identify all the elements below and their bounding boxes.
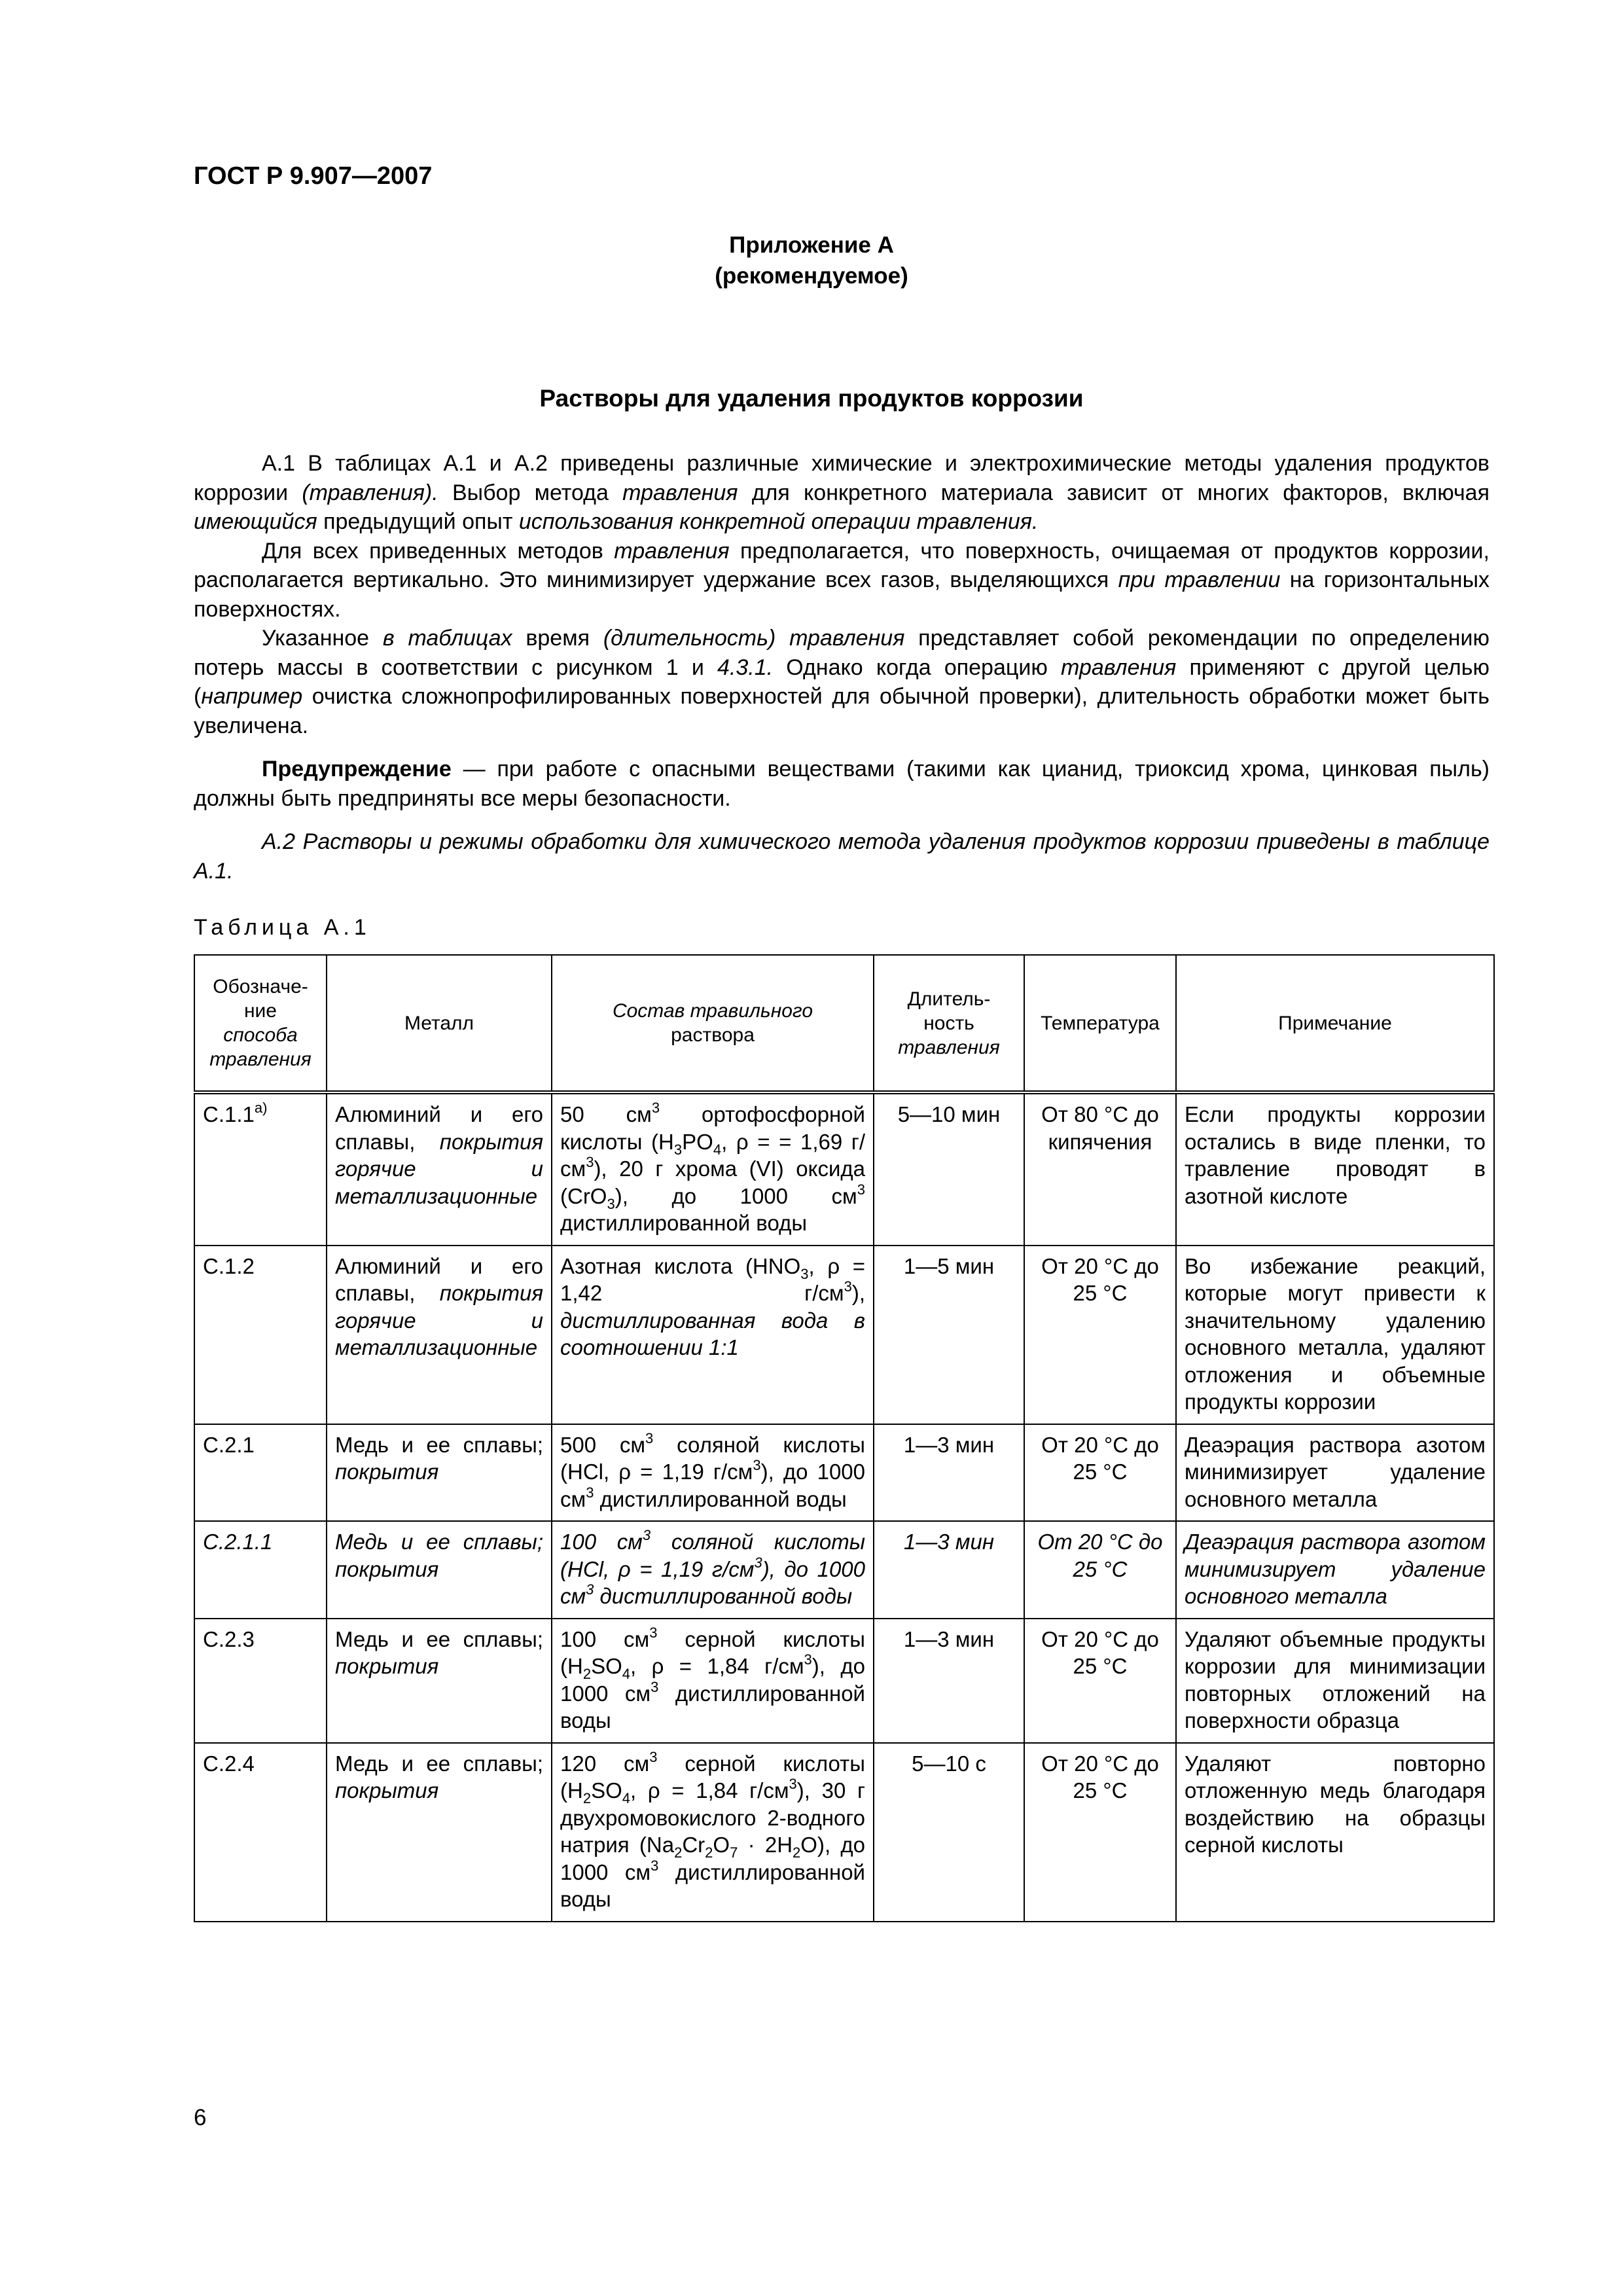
- table-row: [194, 1424, 1494, 1522]
- composition-cell: 100 $см^3$ соляной кислоты (HCl, ρ = 1,19 $г/см^3$), до 1000 $см^3$ дистиллированной воды: [552, 1521, 874, 1619]
- warning-paragraph: Предупреждение — при работе с опасными веществами (такими как цианид, триоксид хрома, цинковая пыль) должны быть предприняты все меры безопасности.: [194, 757, 1489, 811]
- composition-cell: 500 $см^3$ соляной кислоты (HCl, ρ = 1,19 $г/см^3$), до 1000 $см^3$ дистиллированной воды: [552, 1424, 874, 1522]
- duration-cell: 1—3 мин: [874, 1521, 1024, 1619]
- duration-cell: 1—3 мин: [874, 1424, 1024, 1522]
- metal-cell: Алюминий и его сплавы, покрытия горячие и металлизационные: [327, 1092, 552, 1246]
- page-number: 6: [194, 2105, 207, 2130]
- method-code: $С.1.1^{а)}$: [194, 1092, 327, 1246]
- appendix-title: Приложение А: [729, 232, 894, 258]
- method-code: С.2.4: [194, 1743, 327, 1922]
- note-cell: Удаляют объемные продукты коррозии для минимизации повторных отложений на поверхности образца: [1176, 1619, 1494, 1743]
- section-title: Растворы для удаления продуктов коррозии: [539, 385, 1084, 412]
- header-duration: Длитель- ность травления: [874, 955, 1024, 1092]
- warning-label: Предупреждение: [262, 757, 452, 781]
- metal-cell: Медь и ее сплавы; покрытия: [327, 1743, 552, 1922]
- temperature-cell: От 20 °С до 25 °С: [1024, 1521, 1176, 1619]
- metal-cell: Медь и ее сплавы; покрытия: [327, 1619, 552, 1743]
- method-code: С.2.1.1: [194, 1521, 327, 1619]
- paragraph-a2: А.2 Растворы и режимы обработки для химического метода удаления продуктов коррозии приведены в таблице А.1.: [194, 829, 1489, 884]
- note-cell: Деаэрация раствора азотом минимизирует удаление основного металла: [1176, 1424, 1494, 1522]
- paragraph-vertical: Для всех приведенных методов травления предполагается, что поверхность, очищаемая от продуктов коррозии, располагается вертикально. Это минимизирует удержание всех газов, выделяющихся при травлении на горизонтальных поверхностях.: [194, 538, 1490, 622]
- note-cell: Во избежание реакций, которые могут привести к значительному удалению основного металла, удаляют отложения и объемные продукты коррозии: [1176, 1246, 1494, 1424]
- paragraph-duration: Указанное в таблицах время (длительность) травления представляет собой рекомендации по определению потерь массы в соответствии с рисунком 1 и 4.3.1. Однако когда операцию травления применяют с другой целью (например очистка сложнопрофилированных поверхностей для обычной проверки), длительность обработки может быть увеличена.: [194, 626, 1489, 738]
- header-temperature: Температура: [1024, 955, 1176, 1092]
- document-id: ГОСТ Р 9.907—2007: [194, 162, 433, 190]
- duration-cell: 5—10 с: [874, 1743, 1024, 1922]
- note-cell: Удаляют повторно отложенную медь благодаря воздействию на образцы серной кислоты: [1176, 1743, 1494, 1922]
- header-note: Примечание: [1176, 955, 1494, 1092]
- duration-cell: 1—5 мин: [874, 1246, 1024, 1424]
- table-row: [194, 1246, 1494, 1424]
- table-row: [194, 1092, 1494, 1246]
- note-cell: Если продукты коррозии остались в виде пленки, то травление проводят в азотной кислоте: [1176, 1092, 1494, 1246]
- method-code: С.1.2: [194, 1246, 327, 1424]
- method-code: С.2.1: [194, 1424, 327, 1522]
- method-code: С.2.3: [194, 1619, 327, 1743]
- duration-cell: 5—10 мин: [874, 1092, 1024, 1246]
- composition-cell: 50 $см^3$ ортофосфорной кислоты ($H_3PO_4$, ρ = = 1,69 $г/см^3$), 20 г хрома (VI) оксида (CrO$_3$), до 1000 $см^3$ дистиллированной воды: [552, 1092, 874, 1246]
- composition-cell: 120 $см^3$ серной кислоты ($H_2SO_4$, ρ = 1,84 $г/см^3$), 30 г двухромовокислого 2-водного натрия $(Na_2Cr_2O_7 \cdot 2H_2O)$, до 1000 $см^3$ дистиллированной воды: [552, 1743, 874, 1922]
- header-code: Обозначе- ние способа травления: [194, 955, 327, 1092]
- table-row: [194, 1743, 1494, 1922]
- metal-cell: Медь и ее сплавы; покрытия: [327, 1424, 552, 1522]
- temperature-cell: От 20 °С до 25 °С: [1024, 1743, 1176, 1922]
- solutions-table: [194, 954, 1495, 1922]
- metal-cell: Медь и ее сплавы; покрытия: [327, 1521, 552, 1619]
- composition-cell: Азотная кислота ($HNO_3$, ρ = 1,42 $г/см^3$), дистиллированная вода в соотношении 1:1: [552, 1246, 874, 1424]
- header-metal: Металл: [327, 955, 552, 1092]
- temperature-cell: От 20 °С до 25 °С: [1024, 1619, 1176, 1743]
- header-composition: Состав травильного раствора: [552, 955, 874, 1092]
- metal-cell: Алюминий и его сплавы, покрытия горячие и металлизационные: [327, 1246, 552, 1424]
- table-caption: Таблица А.1: [194, 915, 371, 940]
- paragraph-a1: А.1 В таблицах А.1 и А.2 приведены различные химические и электрохимические методы удаления продуктов коррозии (травления). Выбор метода травления для конкретного материала зависит от многих факторов, включая имеющийся предыдущий опыт использования конкретной операции травления.: [194, 451, 1489, 534]
- duration-cell: 1—3 мин: [874, 1619, 1024, 1743]
- composition-cell: 100 $см^3$ серной кислоты ($H_2SO_4$, ρ = 1,84 $г/см^3$), до 1000 $см^3$ дистиллированной воды: [552, 1619, 874, 1743]
- intro-text: [194, 449, 1489, 886]
- table-row: [194, 1521, 1494, 1619]
- note-cell: Деаэрация раствора азотом минимизирует удаление основного металла: [1176, 1521, 1494, 1619]
- table-header-row: [194, 955, 1494, 1092]
- appendix-subtitle: (рекомендуемое): [715, 263, 908, 289]
- temperature-cell: От 80 °С до кипячения: [1024, 1092, 1176, 1246]
- temperature-cell: От 20 °С до 25 °С: [1024, 1246, 1176, 1424]
- temperature-cell: От 20 °С до 25 °С: [1024, 1424, 1176, 1522]
- table-row: [194, 1619, 1494, 1743]
